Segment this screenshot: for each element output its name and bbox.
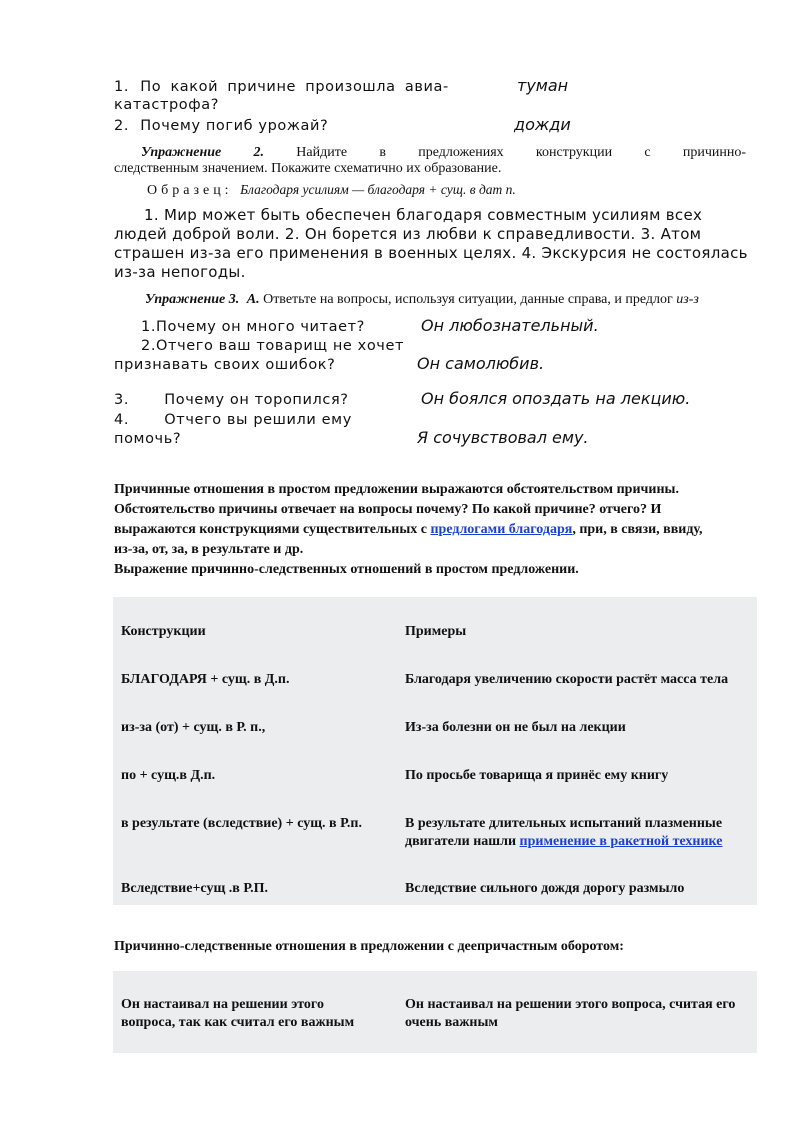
exercise3-q3-num: 3. [114, 392, 130, 408]
rocket-tech-link[interactable]: применение в ракетной технике [519, 834, 723, 849]
question-1-text: По какой причине произошла авиа- [140, 79, 449, 95]
table-header-examples: Примеры [405, 624, 467, 639]
theory-line1: Причинные отношения в простом предложении выражаются обстоятельством причины. [114, 482, 679, 497]
table-row-5-construction: Вследствие+сущ .в Р.П. [121, 881, 269, 896]
theory-line5: Выражение причинно-следственных отношений в простом предложении. [114, 562, 579, 577]
constructions-table [113, 597, 757, 905]
exercise2-sentences-line4: из-за непогоды. [114, 263, 246, 281]
question-1 [114, 78, 449, 96]
exercise3-a4: Я сочувствовал ему. [417, 428, 589, 447]
question-2 [114, 117, 328, 135]
theory-line3-pre: выражаются конструкциями существительных с [114, 522, 431, 537]
theory-block [114, 480, 754, 580]
table-header-constructions: Конструкции [121, 624, 206, 639]
exercise3-q2-line2: признавать своих ошибок? [114, 357, 336, 373]
exercise3-q4-line2: помочь? [114, 431, 182, 447]
exercise3-q4-text: Отчего вы решили ему [164, 412, 352, 428]
theory-line3 [114, 520, 754, 540]
exercise3-title: Упражнение 3. [145, 292, 240, 307]
exercise2-sentences-line2: людей доброй воли. 2. Он борется из любви к справедливости. 3. Атом [114, 225, 702, 243]
exercise3-a2: Он самолюбив. [417, 354, 545, 373]
table-row-4-example-text: В результате длительных испытаний плазменные двигатели нашли [405, 816, 723, 849]
exercise3-instruction-tail: из-з [676, 292, 699, 307]
sample-label: Образец: [147, 183, 233, 198]
question-1-line2: катастрофа? [114, 97, 220, 113]
table-row-4-construction: в результате (вследствие) + сущ. в Р.п. [121, 816, 362, 831]
theory-line2: Обстоятельство причины отвечает на вопросы почему? По какой причине? отчего? И [114, 502, 662, 517]
exercise3-q3-text: Почему он торопился? [164, 392, 349, 408]
theory-line3-post: , при, в связи, ввиду, [572, 522, 703, 537]
exercise2-instruction-line2: следственным значением. Покажите схематично их образование. [114, 161, 502, 176]
exercise3-q2: 2.Отчего ваш товарищ не хочет [141, 338, 405, 354]
sample-text: Благодаря усилиям — благодаря + сущ. в дат п. [240, 182, 516, 197]
participle-table-c1: Он настаивал на решении этого вопроса, так как считал его важным [121, 997, 355, 1030]
prepositions-link[interactable]: предлогами благодаря [430, 522, 573, 537]
exercise3-q3 [114, 391, 349, 409]
exercise2-title: Упражнение 2. [141, 145, 265, 160]
table-row-2-construction: из-за (от) + сущ. в Р. п., [121, 720, 266, 735]
exercise2-sample [147, 182, 516, 199]
exercise2-header [141, 145, 746, 161]
exercise2-sentences-line1: 1. Мир может быть обеспечен благодаря совместным усилиям всех [144, 206, 703, 224]
table-row-2-example: Из-за болезни он не был на лекции [405, 720, 626, 735]
answer-2: дожди [514, 115, 571, 134]
theory-line4: из-за, от, за, в результате и др. [114, 542, 304, 557]
section2-title: Причинно-следственные отношения в предложении с деепричастным оборотом: [114, 939, 624, 954]
participle-table-c2: Он настаивал на решении этого вопроса, считая его очень важным [405, 997, 736, 1030]
exercise3-q4 [114, 411, 352, 429]
exercise2-instruction-line1: Найдите в предложениях конструкции с причинно- [296, 145, 747, 160]
table-row-4-example [405, 815, 750, 851]
answer-1: туман [517, 76, 569, 95]
exercise3-a3: Он боялся опоздать на лекцию. [421, 389, 691, 408]
table-row-1-construction: БЛАГОДАРЯ + сущ. в Д.п. [121, 672, 290, 687]
exercise3-q1: 1.Почему он много читает? [141, 319, 365, 335]
question-2-text: Почему погиб урожай? [140, 118, 329, 134]
table-row-3-construction: по + сущ.в Д.п. [121, 768, 216, 783]
exercise3-part: А. [246, 292, 260, 307]
exercise3-a1: Он любознательный. [421, 316, 599, 335]
question-1-num: 1. [114, 79, 130, 95]
exercise3-instruction: Ответьте на вопросы, используя ситуации, данные справа, и предлог [263, 292, 673, 307]
question-2-num: 2. [114, 118, 130, 134]
exercise3-q4-num: 4. [114, 412, 130, 428]
table-row-5-example: Вследствие сильного дождя дорогу размыло [405, 881, 685, 896]
exercise2-sentences-line3: страшен из-за его применения в военных целях. 4. Экскурсия не состоялась [114, 244, 748, 262]
table-row-3-example: По просьбе товарища я принёс ему книгу [405, 768, 669, 783]
table-row-1-example: Благодаря увеличению скорости растёт масса тела [405, 672, 729, 687]
exercise3-header [145, 292, 699, 308]
